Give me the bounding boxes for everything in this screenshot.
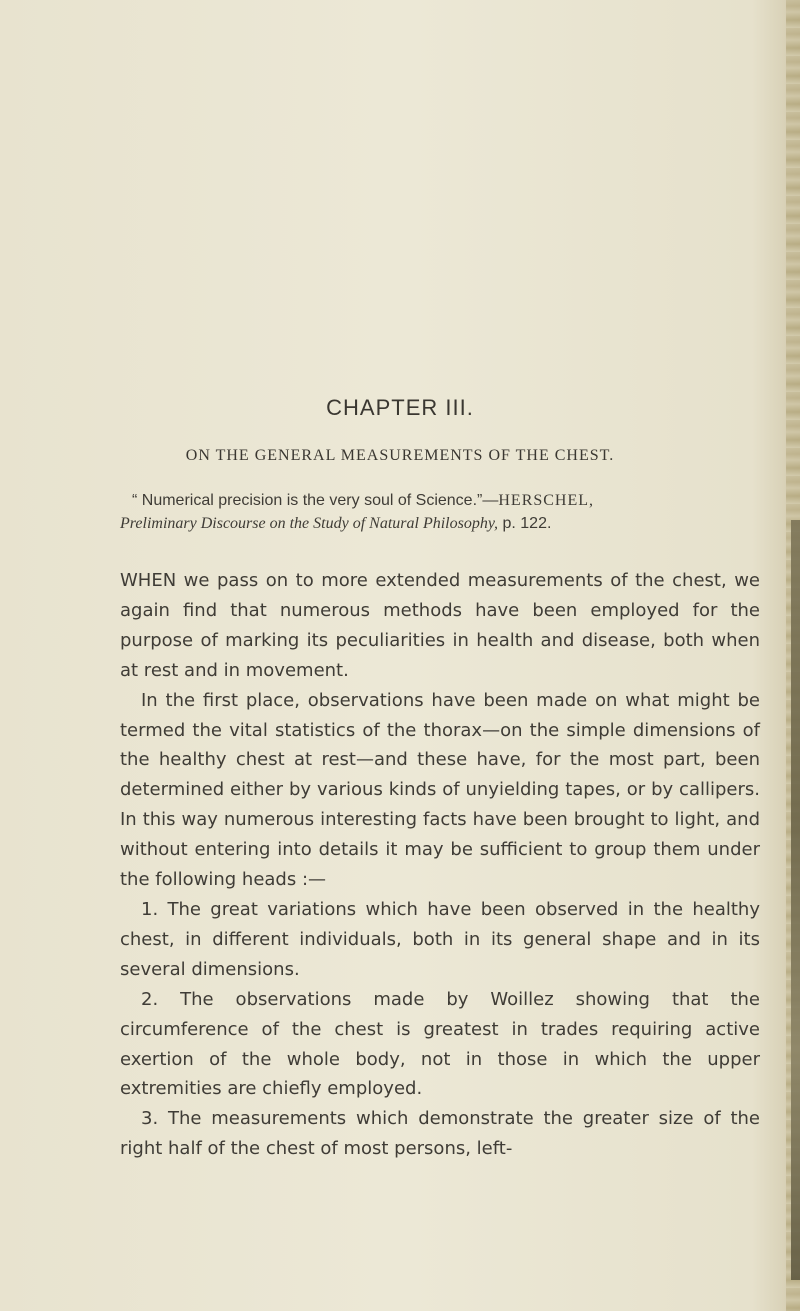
chapter-subtitle: ON THE GENERAL MEASUREMENTS OF THE CHEST.	[185, 447, 615, 464]
epigraph-line-2	[120, 515, 551, 532]
epigraph-work: Preliminary Discourse on the Study of Natural Philosophy,	[120, 515, 499, 532]
paragraph-4: 2. The observations made by Woillez showing that the circumference of the chest is greatest in trades requiring active exertion of the whole body, not in those in which the upper extremities are chiefly employed.	[120, 988, 760, 1100]
epigraph-quote: “ Numerical precision is the very soul of Science.”—	[132, 492, 499, 509]
paragraph-1: WHEN we pass on to more extended measurements of the chest, we again find that numerous methods have been employed for the purpose of marking its peculiarities in health and disease, both when at rest and in movement.	[120, 570, 760, 681]
epigraph	[120, 489, 760, 535]
chapter-heading: CHAPTER III.	[326, 395, 474, 420]
epigraph-page: p. 122.	[498, 515, 552, 532]
epigraph-author: HERSCHEL,	[498, 492, 595, 509]
epigraph-line-1	[120, 489, 760, 512]
paragraph-2: In the first place, observations have been made on what might be termed the vital statistics of the thorax—on the simple dimensions of the healthy chest at rest—and these have, for the most part, been determined either by various kinds of unyielding tapes, or by callipers. In this way numerous interesting facts have been brought to light, and without entering into details it may be sufficient to group them under the following heads :—	[120, 689, 760, 891]
page-edge-dark	[791, 520, 800, 1280]
paragraph-3: 1. The great variations which have been observed in the healthy chest, in different individuals, both in its general shape and in its several dimensions.	[120, 898, 760, 980]
body-text	[120, 566, 760, 1164]
paragraph-5: 3. The measurements which demonstrate the greater size of the right half of the chest of most persons, left-	[120, 1108, 760, 1160]
